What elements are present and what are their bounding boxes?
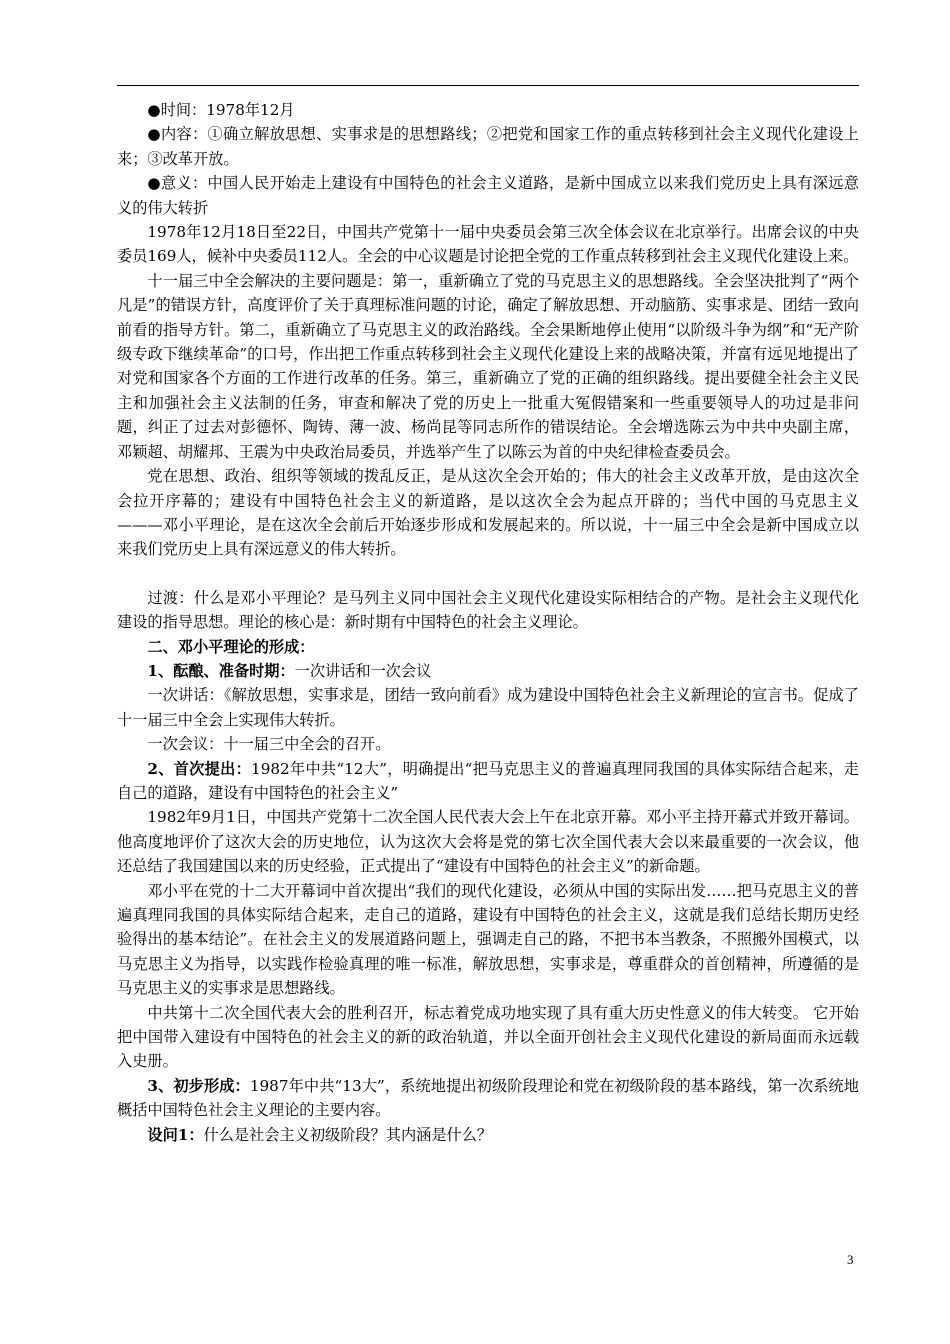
paragraph-12th-congress: 1982年9月1日，中国共产党第十二次全国人民代表大会上午在北京开幕。邓小平主持开幕式并致开幕词。他高度地评价了这次大会的历史地位，认为这次大会将是党的第七次全国代表大会以来最重要的一次会议，他还总结了我国建国以来的历史经验，正式提出了“建设有中国特色的社会主义”的新命题。 (117, 808, 859, 876)
stage3-heading: 3、初步形成： (147, 1076, 250, 1095)
stage1-heading: 1、酝酿、准备时期： (147, 661, 295, 680)
bullet-meaning: ●意义：中国人民开始走上建设有中国特色的社会主义道路，是新中国成立以来我们党历史上具有深远意义的伟大转折 (117, 174, 859, 217)
header-rule (117, 85, 859, 86)
question1-text: 什么是社会主义初级阶段？其内涵是什么？ (203, 1125, 493, 1144)
blank-line (117, 562, 859, 586)
stage2-heading: 2、首次提出： (147, 759, 252, 778)
stage1 (117, 659, 859, 683)
stage2-text: 1982年中共“12大”，明确提出“把马克思主义的普遍真理同我国的具体实际结合起来，走自己的道路，建设有中国特色的社会主义” (117, 759, 859, 802)
stage2 (117, 757, 859, 806)
page-number: 3 (847, 1252, 854, 1267)
question1-heading: 设问1： (147, 1125, 204, 1144)
paragraph-transition: 过渡：什么是邓小平理论？是马列主义同中国社会主义现代化建设实际相结合的产物。是社会主义现代化建设的指导思想。理论的核心是：新时期有中国特色的社会主义理论。 (117, 588, 859, 632)
paragraph-plenum-date: 1978年12月18日至22日，中国共产党第十一届中央委员会第三次全体会议在北京举行。出席会议的中央委员169人，候补中央委员112人。全会的中心议题是讨论把全党的工作重点转移到社会主义现代化建设上来。 (117, 223, 859, 266)
paragraph-opening-speech: 邓小平在党的十二大开幕词中首次提出“我们的现代化建设，必须从中国的实际出发……把马克思主义的普遍真理同我国的具体实际结合起来，走自己的道路，建设有中国特色的社会主义，这就是我们总结长期历史经验得出的基本结论”。在社会主义的发展道路问题上，强调走自己的路，不把书本当教条，不照搬外国模式，以马克思主义为指导，以实践作检验真理的唯一标准，解放思想，实事求是，尊重群众的首创精神，所遵循的是马克思主义的实事求是思想路线。 (117, 881, 859, 998)
paragraph-plenum-significance: 党在思想、政治、组织等领域的拨乱反正，是从这次全会开始的；伟大的社会主义改革开放，是由这次全会拉开序幕的；建设有中国特色社会主义的新道路，是以这次全会为起点开辟的；当代中国的马克思主义———邓小平理论，是在这次全会前后开始逐步形成和发展起来的。所以说，十一届三中全会是新中国成立以来我们党历史上具有深远意义的伟大转折。 (117, 467, 859, 559)
paragraph-plenum-issues: 十一届三中全会解决的主要问题是：第一，重新确立了党的马克思主义的思想路线。全会坚决批判了“两个凡是”的错误方针，高度评价了关于真理标准问题的讨论，确定了解放思想、开动脑筋、实事求是、团结一致向前看的指导方针。第二，重新确立了马克思主义的政治路线。全会果断地停止使用“以阶级斗争为纲”和“无产阶级专政下继续革命”的口号，作出把工作重点转移到社会主义现代化建设上来的战略决策，并富有远见地提出了对党和国家各个方面的工作进行改革的任务。第三，重新确立了党的正确的组织路线。提出要健全社会主义民主和加强社会主义法制的任务，审查和解决了党的历史上一批重大冤假错案和一些重要领导人的功过是非问题，纠正了过去对彭德怀、陶铸、薄一波、杨尚昆等同志所作的错误结论。全会增选陈云为中共中央副主席，邓颖超、胡耀邦、王震为中央政治局委员，并选举产生了以陈云为首的中央纪律检查委员会。 (117, 271, 859, 461)
section-heading: 二、邓小平理论的形成： (147, 637, 315, 656)
paragraph-congress-significance: 中共第十二次全国代表大会的胜利召开，标志着党成功地实现了具有重大历史性意义的伟大转变。 它开始把中国带入建设有中国特色的社会主义的新的政治轨道，并以全面开创社会主义现代化建设的新局面而永远载入史册。 (117, 1003, 859, 1071)
question1 (117, 1123, 859, 1147)
bullet-time: ●时间：1978年12月 (147, 101, 295, 119)
stage3 (117, 1074, 859, 1123)
paragraph-meeting: 一次会议：十一届三中全会的召开。 (147, 735, 391, 754)
paragraph-speech: 一次讲话：《解放思想，实事求是，团结一致向前看》成为建设中国特色社会主义新理论的宣言书。促成了十一届三中全会上实现伟大转折。 (117, 686, 859, 729)
stage3-text: 1987年中共“13大”，系统地提出初级阶段理论和党在初级阶段的基本路线，第一次系统地概括中国特色社会主义理论的主要内容。 (117, 1076, 859, 1120)
stage1-text: 一次讲话和一次会议 (294, 661, 432, 680)
bullet-content: ●内容：①确立解放思想、实事求是的思想路线；②把党和国家工作的重点转移到社会主义现代化建设上来；③改革开放。 (117, 125, 859, 168)
document-body (117, 98, 859, 1147)
